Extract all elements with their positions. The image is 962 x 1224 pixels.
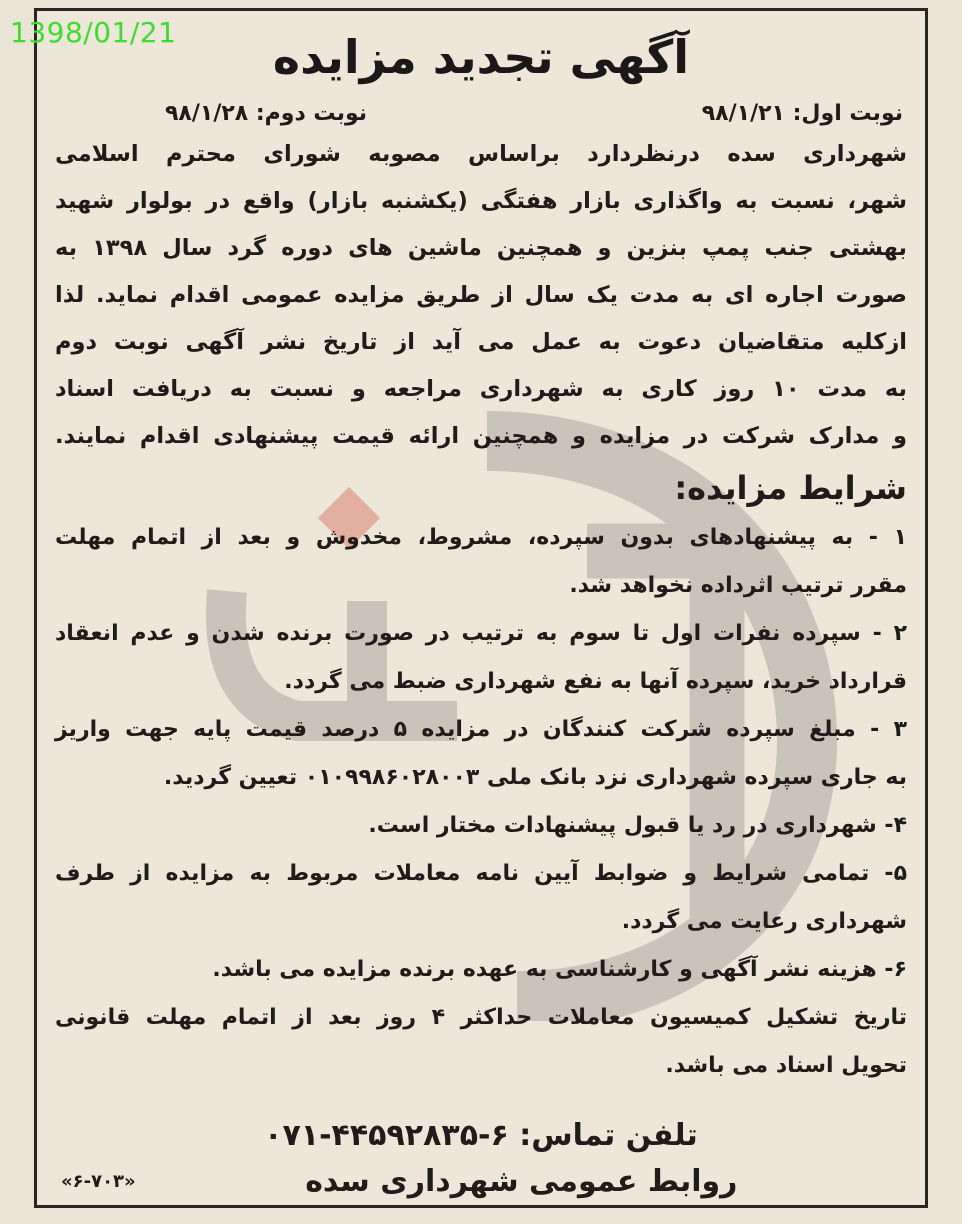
ad-title: آگهی تجدید مزایده: [272, 30, 690, 84]
intro-line: شهر، نسبت به واگذاری بازار هفتگی (یکشنبه بازار) واقع در بولوار شهید: [55, 188, 907, 214]
intro-line: و مدارک شرکت در مزایده و همچنین ارائه قیمت پیشنهادی اقدام نمایند.: [55, 423, 907, 449]
condition-line: شهرداری رعایت می گردد.: [621, 909, 907, 934]
footer: [55, 1164, 907, 1199]
round-one: نوبت اول: ۹۸/۱/۲۱: [701, 100, 903, 126]
condition-line: ۱ - به پیشنهادهای بدون سپرده، مشروط، مخدوش و بعد از اتمام مهلت: [55, 525, 907, 550]
advertisement-content: [55, 21, 908, 1199]
condition-line: قرارداد خرید، سپرده آنها به نفع شهرداری ضبط می گردد.: [284, 669, 907, 694]
condition-line: تاریخ تشکیل کمیسیون معاملات حداکثر ۴ روز بعد از اتمام مهلت قانونی: [55, 1005, 908, 1030]
conditions-list: [55, 514, 907, 1090]
intro-line: بهشتی جنب پمپ بنزین و همچنین ماشین های دوره گرد سال ۱۳۹۸ به: [55, 235, 907, 261]
condition-line: ۵- تمامی شرایط و ضوابط آیین نامه معاملات مربوط به مزایده از طرف: [55, 861, 907, 886]
intro-paragraph: [55, 131, 907, 460]
contact-phone: تلفن تماس: ۶-۴۴۵۹۲۸۳۵-۰۷۱: [264, 1118, 698, 1153]
ad-code: «۶-۷۰۳»: [61, 1171, 136, 1192]
condition-line: ۴- شهرداری در رد یا قبول پیشنهادات مختار است.: [368, 813, 907, 838]
condition-line: ۶- هزینه نشر آگهی و کارشناسی به عهده برنده مزایده می باشد.: [212, 957, 907, 982]
condition-line: ۲ - سپرده نفرات اول تا سوم به ترتیب در صورت برنده شدن و عدم انعقاد: [55, 621, 907, 646]
intro-line: شهرداری سده درنظردارد براساس مصوبه شورای محترم اسلامی: [55, 141, 907, 167]
advertisement-frame: [34, 8, 928, 1208]
date-stamp: 1398/01/21: [10, 16, 177, 49]
publication-rounds: [55, 95, 907, 131]
intro-line: به مدت ۱۰ روز کاری به شهرداری مراجعه و نسبت به دریافت اسناد: [55, 376, 907, 402]
condition-line: مقرر ترتیب اثرداده نخواهد شد.: [569, 573, 907, 598]
condition-line: تحویل اسناد می باشد.: [665, 1053, 907, 1078]
conditions-title: شرایط مزایده:: [674, 469, 907, 507]
condition-line: به جاری سپرده شهرداری نزد بانک ملی ۰۱۰۹۹۸۶۰۲۸۰۰۳ تعیین گردید.: [163, 765, 907, 790]
intro-line: ازکلیه متقاضیان دعوت به عمل می آید از تاریخ نشر آگهی نوبت دوم: [55, 329, 907, 355]
public-relations-signature: روابط عمومی شهرداری سده: [305, 1164, 738, 1199]
intro-line: صورت اجاره ای به مدت یک سال از طریق مزایده عمومی اقدام نماید. لذا: [55, 282, 907, 308]
condition-line: ۳ - مبلغ سپرده شرکت کنندگان در مزایده ۵ درصد قیمت پایه جهت واریز: [55, 717, 907, 742]
round-two: نوبت دوم: ۹۸/۱/۲۸: [165, 100, 368, 126]
